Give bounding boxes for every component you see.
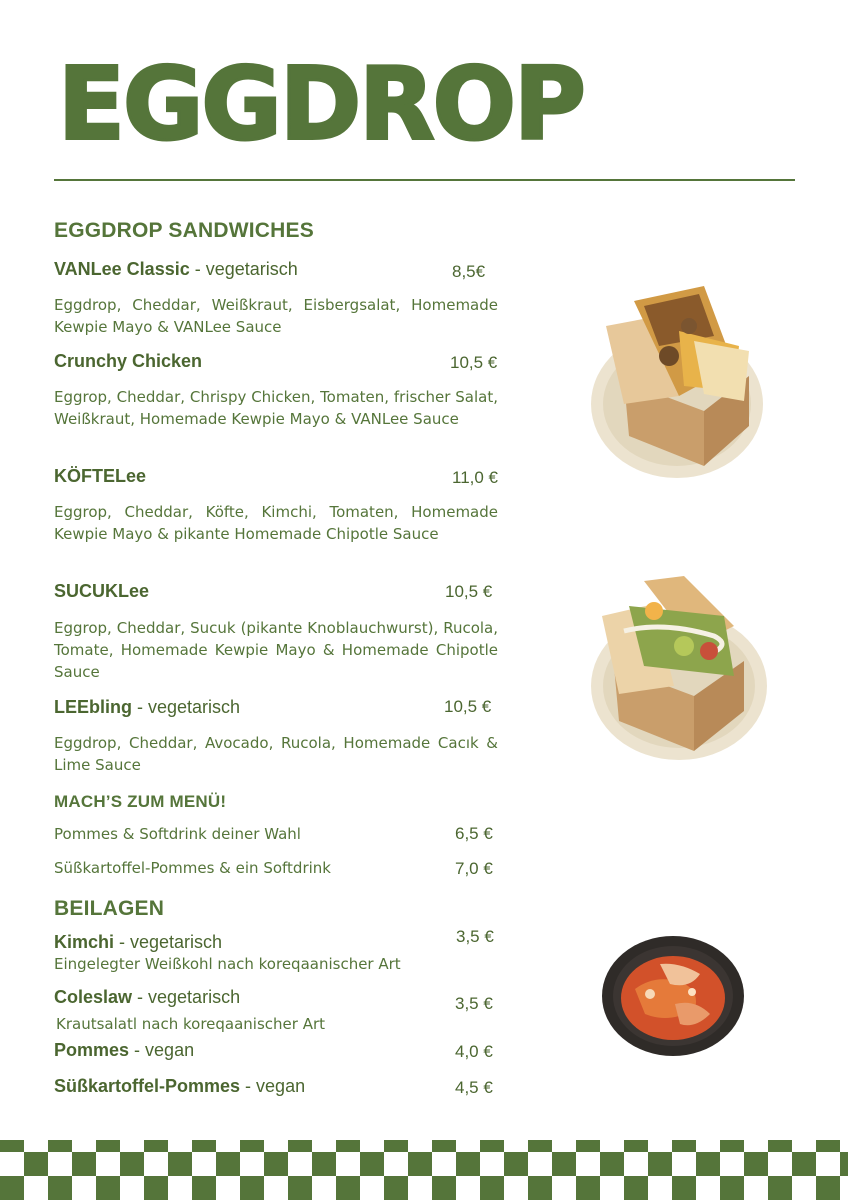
- item-tag: - vegetarisch: [114, 932, 223, 952]
- item-name: Pommes: [54, 1040, 130, 1060]
- combo-price: 7,0 €: [455, 859, 493, 878]
- item-price: 10,5 €: [444, 697, 492, 716]
- item-description: Eggdrop, Cheddar, Avocado, Rucola, Homemade Cacık & Lime Sauce: [54, 734, 498, 774]
- checker-square: [768, 1176, 792, 1200]
- checker-square: [336, 1140, 360, 1152]
- checker-square: [816, 1176, 840, 1200]
- item-name: VANLee Classic: [54, 259, 190, 279]
- combo-label: Pommes & Softdrink deiner Wahl: [54, 825, 301, 843]
- item-description: Eggdrop, Cheddar, Weißkraut, Eisbergsalat, Homemade Kewpie Mayo & VANLee Sauce: [54, 296, 498, 336]
- checker-square: [600, 1152, 624, 1176]
- checker-square: [720, 1176, 744, 1200]
- checker-square: [264, 1152, 288, 1176]
- item-name: Süßkartoffel-Pommes: [54, 1076, 241, 1096]
- menu-item-leebling: [54, 697, 240, 718]
- checker-square: [672, 1176, 696, 1200]
- item-tag: - vegetarisch: [189, 259, 298, 279]
- checker-square: [696, 1152, 720, 1176]
- checker-square: [0, 1140, 24, 1152]
- checker-square: [552, 1152, 576, 1176]
- checker-square: [192, 1176, 216, 1200]
- checker-square: [240, 1140, 264, 1152]
- item-price: 4,5 €: [455, 1078, 493, 1097]
- item-tag: - vegan: [240, 1076, 306, 1096]
- checker-square: [48, 1140, 72, 1152]
- checker-square: [288, 1176, 312, 1200]
- item-price: 4,0 €: [455, 1042, 493, 1061]
- item-description: Eggrop, Cheddar, Sucuk (pikante Knoblauchwurst), Rucola, Tomate, Homemade Kewpie Mayo & Homemade Chipotle Sauce: [54, 619, 498, 681]
- item-description: Eggrop, Cheddar, Köfte, Kimchi, Tomaten, Homemade Kewpie Mayo & pikante Homemade Chipotle Sauce: [54, 503, 498, 543]
- item-name: Crunchy Chicken: [54, 351, 203, 371]
- item-name: Coleslaw: [54, 987, 133, 1007]
- section-title-sides: BEILAGEN: [54, 897, 165, 920]
- item-tag: - vegetarisch: [132, 987, 241, 1007]
- checker-square: [576, 1176, 600, 1200]
- brand-logo: EGGDROP: [58, 46, 584, 164]
- combo-price: 6,5 €: [455, 824, 493, 843]
- item-subtitle: Krautsalatl nach koreqaanischer Art: [56, 1015, 326, 1033]
- item-subtitle: Eingelegter Weißkohl nach koreqaanischer Art: [54, 955, 401, 973]
- checker-square: [528, 1140, 552, 1152]
- section-title-menu: MACH’S ZUM MENÜ!: [54, 792, 227, 811]
- item-price: 3,5 €: [455, 994, 493, 1013]
- checker-square: [24, 1152, 48, 1176]
- checker-square: [312, 1152, 336, 1176]
- section-title-sandwiches: EGGDROP SANDWICHES: [54, 219, 314, 242]
- checker-square: [96, 1176, 120, 1200]
- checker-square: [480, 1140, 504, 1152]
- checker-square: [408, 1152, 432, 1176]
- checker-square: [816, 1140, 840, 1152]
- checker-square: [384, 1176, 408, 1200]
- header-divider: [54, 179, 795, 181]
- checker-square: [384, 1140, 408, 1152]
- checker-square: [288, 1140, 312, 1152]
- side-item-pommes: [54, 1040, 194, 1061]
- item-name: Kimchi: [54, 932, 115, 952]
- checker-square: [216, 1152, 240, 1176]
- checker-square: [192, 1140, 216, 1152]
- checker-square: [168, 1152, 192, 1176]
- checker-square: [120, 1152, 144, 1176]
- item-price: 10,5 €: [450, 353, 498, 372]
- checker-square: [840, 1152, 848, 1176]
- checker-square: [144, 1176, 168, 1200]
- checker-square: [576, 1140, 600, 1152]
- checker-square: [672, 1140, 696, 1152]
- checker-square: [480, 1176, 504, 1200]
- item-price: 8,5€: [452, 262, 486, 281]
- item-description: Eggrop, Cheddar, Chrispy Chicken, Tomaten, frischer Salat, Weißkraut, Homemade Kewpie Mayo & VANLee Sauce: [54, 388, 498, 428]
- checker-square: [744, 1152, 768, 1176]
- item-name: SUCUKLee: [54, 581, 150, 601]
- checker-square: [360, 1152, 384, 1176]
- checker-square: [768, 1140, 792, 1152]
- item-price: 10,5 €: [445, 582, 493, 601]
- sandwich-photo-1: [584, 286, 774, 486]
- checker-square: [240, 1176, 264, 1200]
- sandwich-photo-2: [584, 576, 774, 766]
- checkered-footer: [0, 1140, 848, 1200]
- side-item-coleslaw: [54, 987, 240, 1008]
- menu-item-koeftelee: [54, 466, 146, 487]
- checker-square: [792, 1152, 816, 1176]
- item-name: KÖFTELee: [54, 466, 147, 486]
- checker-square: [528, 1176, 552, 1200]
- menu-item-vanlee-classic: [54, 259, 298, 280]
- checker-square: [624, 1140, 648, 1152]
- checker-square: [504, 1152, 528, 1176]
- item-price: 11,0 €: [452, 468, 499, 487]
- checker-square: [720, 1140, 744, 1152]
- item-tag: - vegetarisch: [132, 697, 241, 717]
- checker-square: [456, 1152, 480, 1176]
- checker-square: [72, 1152, 96, 1176]
- checker-square: [432, 1140, 456, 1152]
- item-price: 3,5 €: [456, 927, 494, 946]
- checker-square: [432, 1176, 456, 1200]
- checker-square: [48, 1176, 72, 1200]
- checker-square: [144, 1140, 168, 1152]
- checker-square: [0, 1176, 24, 1200]
- checker-square: [336, 1176, 360, 1200]
- checker-square: [648, 1152, 672, 1176]
- menu-item-sucuklee: [54, 581, 149, 602]
- combo-label: Süßkartoffel-Pommes & ein Softdrink: [54, 859, 331, 877]
- checker-square: [624, 1176, 648, 1200]
- side-item-suesskartoffel-pommes: [54, 1076, 305, 1097]
- checker-square: [96, 1140, 120, 1152]
- kimchi-bowl-photo: [600, 934, 746, 1058]
- item-name: LEEbling: [54, 697, 132, 717]
- item-tag: - vegan: [129, 1040, 195, 1060]
- menu-item-crunchy-chicken: [54, 351, 202, 372]
- side-item-kimchi: [54, 932, 222, 953]
